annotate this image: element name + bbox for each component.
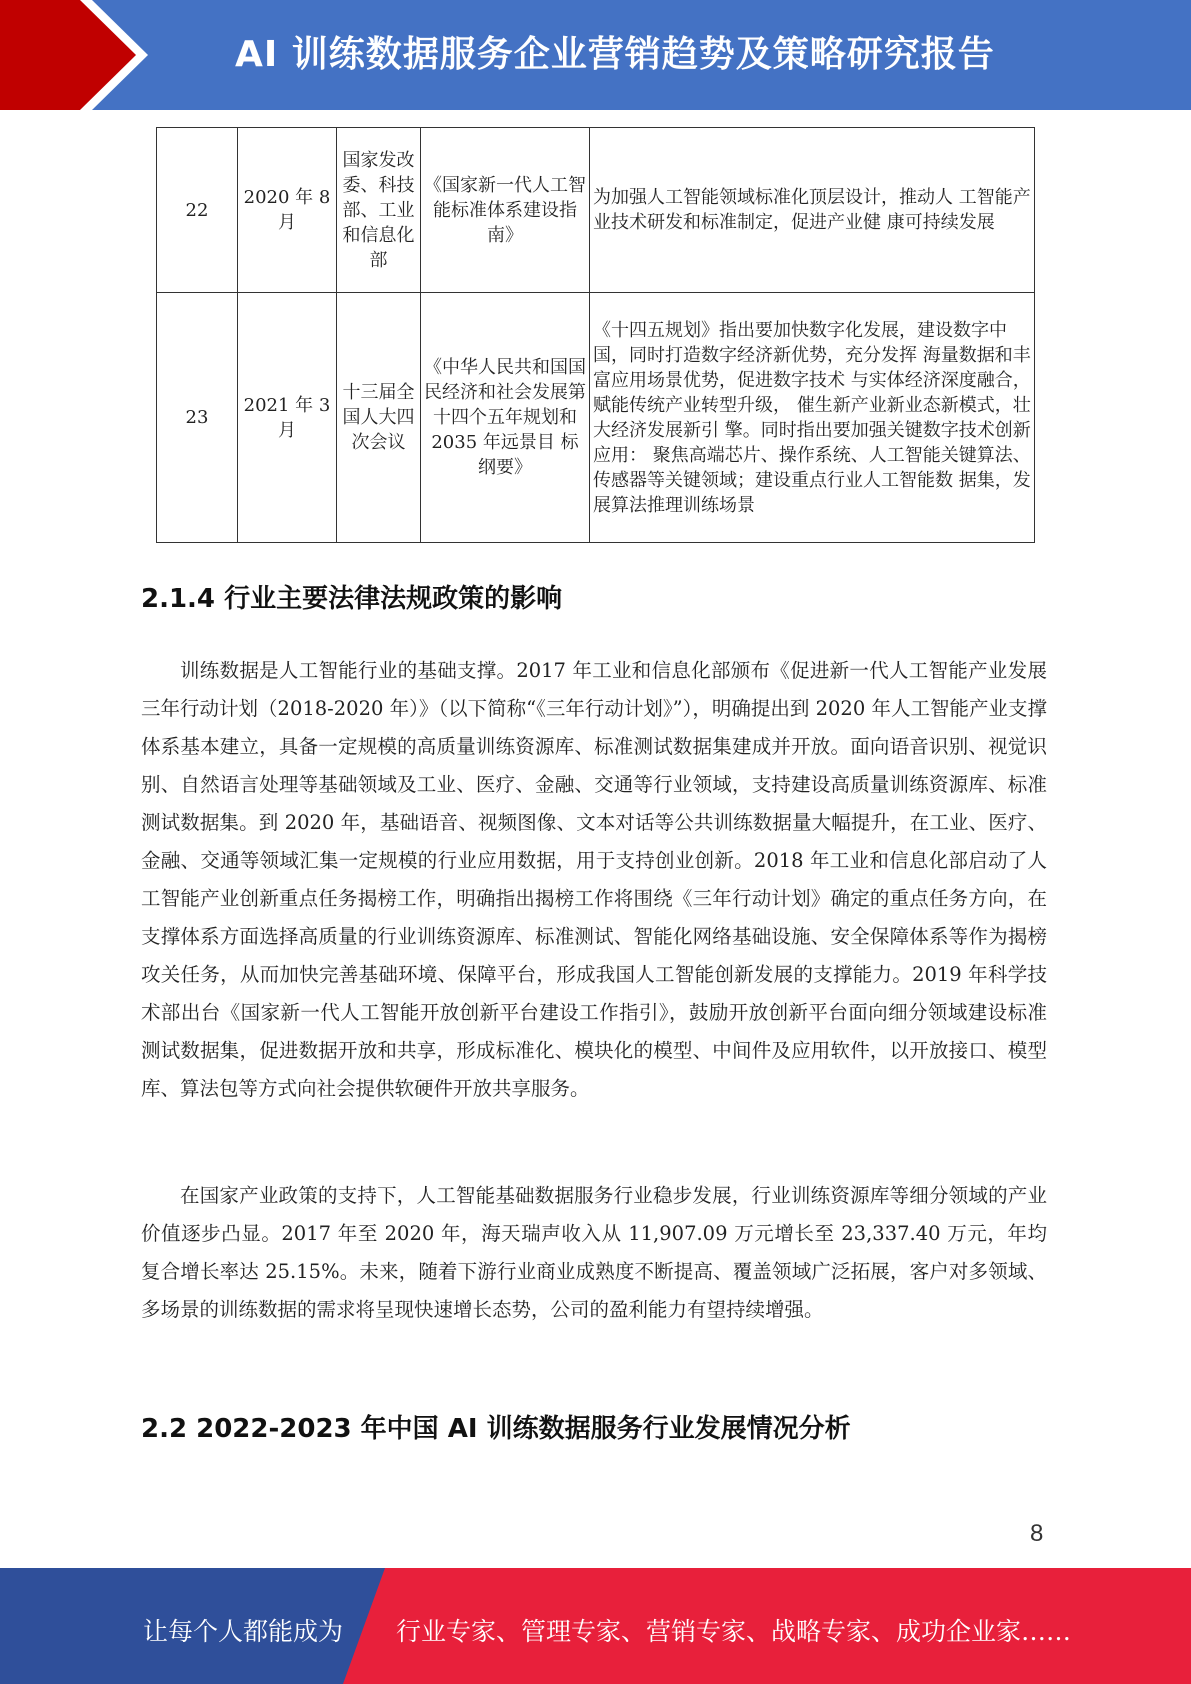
body-paragraph: 在国家产业政策的支持下，人工智能基础数据服务行业稳步发展，行业训练资源库等细分领域的产业价值逐步凸显。2017 年至 2020 年，海天瑞声收入从 11,907.09 万元增长至 23,337.40 万元，年均复合增长率达 25.15%。未来，随着下游行业商业成熟度不断提高、覆盖领域广泛拓展，客户对多领域、多场景的训练数据的需求将呈现快速增长态势，公司的盈利能力有望持续增强。 — [141, 1184, 1047, 1321]
row-issuing-body: 国家发改委、科技部、工业和信息化部 — [337, 128, 421, 293]
section-heading-2-2: 2.2 2022-2023 年中国 AI 训练数据服务行业发展情况分析 — [141, 1414, 851, 1444]
page-number: 8 — [1030, 1520, 1044, 1547]
footer-slogan-left: 让每个人都能成为 — [143, 1617, 344, 1646]
row-description: 《十四五规划》指出要加快数字化发展，建设数字中国，同时打造数字经济新优势，充分发挥 海量数据和丰富应用场景优势，促进数字技术 与实体经济深度融合，赋能传统产业转型升级， 催生新产业新业态新模式，壮大经济发展新引 擎。同时指出要加强关键数字技术创新应用： 聚焦高端芯片、操作系统、人工智能关键算法、 传感器等关键领域；建设重点行业人工智能数 据集，发展算法推理训练场景 — [590, 293, 1035, 543]
row-number: 22 — [157, 128, 238, 293]
footer-slogan-right: 行业专家、管理专家、营销专家、战略专家、成功企业家…… — [396, 1617, 1072, 1646]
row-number: 23 — [157, 293, 238, 543]
row-document-name: 《中华人民共和国国民经济和社会发展第十四个五年规划和 2035 年远景目 标纲要》 — [421, 293, 590, 543]
table-row — [157, 293, 1035, 543]
report-title: AI 训练数据服务企业营销趋势及策略研究报告 — [235, 34, 995, 75]
page-footer — [0, 1568, 1191, 1684]
table-row — [157, 128, 1035, 293]
page-header — [0, 0, 1191, 110]
row-document-name: 《国家新一代人工智能标准体系建设指南》 — [421, 128, 590, 293]
header-chevron-decoration — [0, 0, 160, 110]
section-heading-2-1-4: 2.1.4 行业主要法律法规政策的影响 — [141, 584, 563, 614]
row-date: 2021 年 3 月 — [238, 293, 337, 543]
row-issuing-body: 十三届全国人大四次会议 — [337, 293, 421, 543]
policy-table — [156, 127, 1035, 543]
row-description: 为加强人工智能领域标准化顶层设计，推动人 工智能产业技术研发和标准制定，促进产业健 康可持续发展 — [590, 128, 1035, 293]
body-paragraph: 训练数据是人工智能行业的基础支撑。2017 年工业和信息化部颁布《促进新一代人工智能产业发展三年行动计划（2018-2020 年）》（以下简称“《三年行动计划》”），明确提出到 2020 年人工智能产业支撑体系基本建立，具备一定规模的高质量训练资源库、标准测试数据集建成并开放。面向语音识别、视觉识别、自然语言处理等基础领域及工业、医疗、金融、交通等行业领域，支持建设高质量训练资源库、标准测试数据集。到 2020 年，基础语音、视频图像、文本对话等公共训练数据量大幅提升，在工业、医疗、金融、交通等领域汇集一定规模的行业应用数据，用于支持创业创新。2018 年工业和信息化部启动了人工智能产业创新重点任务揭榜工作，明确指出揭榜工作将围绕《三年行动计划》确定的重点任务方向，在支撑体系方面选择高质量的行业训练资源库、标准测试、智能化网络基础设施、安全保障体系等作为揭榜攻关任务，从而加快完善基础环境、保障平台，形成我国人工智能创新发展的支撑能力。2019 年科学技术部出台《国家新一代人工智能开放创新平台建设工作指引》，鼓励开放创新平台面向细分领域建设标准测试数据集，促进数据开放和共享，形成标准化、模块化的模型、中间件及应用软件，以开放接口、模型库、算法包等方式向社会提供软硬件开放共享服务。 — [141, 659, 1047, 1100]
row-date: 2020 年 8 月 — [238, 128, 337, 293]
